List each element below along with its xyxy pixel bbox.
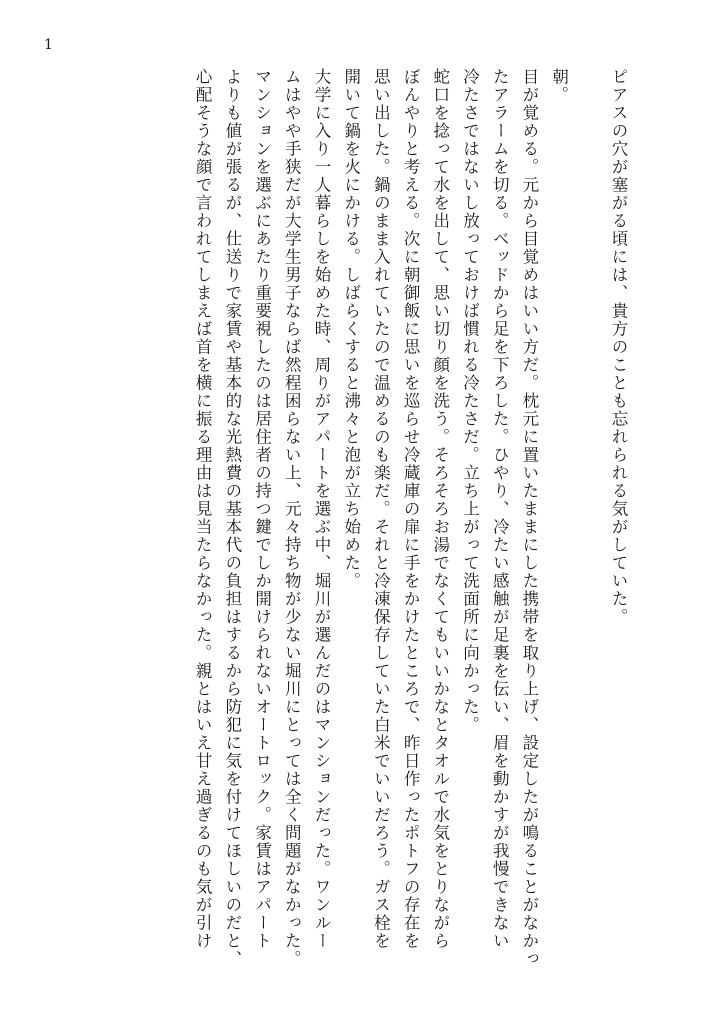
body-line: 心配そうな顔で言われてしまえば首を横に振る理由は見当たらなかった。親とはいえ甘え過ぎるのも気が引け xyxy=(193,68,213,950)
epigraph-line: ピアスの穴が塞がる頃には、貴方のことも忘れられる気がしていた。 xyxy=(609,68,628,626)
body-line: 思い出した。鍋のまま入れていたので温めるのも楽だ。それと冷凍保存していた白米でいいだろう。ガス栓を xyxy=(371,68,391,950)
body-line: 開いて鍋を火にかける。しばらくすると沸々と泡が立ち始めた。 xyxy=(341,68,361,590)
body-line: よりも値が張るが、仕送りで家賃や基本的な光熱費の基本代の負担はするから防犯に気を付けてほしいのだと、 xyxy=(222,68,242,968)
body-line: ムはやや手狭だが大学生男子ならば然程困らない上、元々持ち物が少ない堀川にとっては全く問題がなかった。 xyxy=(282,68,302,968)
body-line: 蛇口を捻って水を出して、思い切り顔を洗う。そろそろお湯でなくてもいいかなとタオルで水気をとりながら xyxy=(430,68,450,950)
body-line: たアラームを切る。ベッドから足を下ろした。ひやり、冷たい感触が足裏を伝い、眉を動かすが我慢できない xyxy=(490,68,510,950)
body-line: マンションを選ぶにあたり重要視したのは居住者の持つ鍵でしか開けられないオートロック。家賃はアパート xyxy=(252,68,272,950)
page-number: 1 xyxy=(44,37,53,53)
body-line: ぼんやりと考える。次に朝御飯に思いを巡らせ冷蔵庫の扉に手をかけたところで、昨日作ったポトフの存在を xyxy=(401,68,421,950)
vertical-text-body xyxy=(187,68,633,968)
section-heading: 朝。 xyxy=(549,68,569,104)
body-line: 冷たさではないし放っておけば慣れる冷たさだ。立ち上がって洗面所に向かった。 xyxy=(460,68,480,734)
body-line: 目が覚める。元から目覚めはいい方だ。枕元に置いたままにした携帯を取り上げ、設定したが鳴ることがなかっ xyxy=(519,68,539,968)
body-line: 大学に入り一人暮らしを始めた時、周りがアパートを選ぶ中、堀川が選んだのはマンションだった。ワンルー xyxy=(311,68,331,950)
